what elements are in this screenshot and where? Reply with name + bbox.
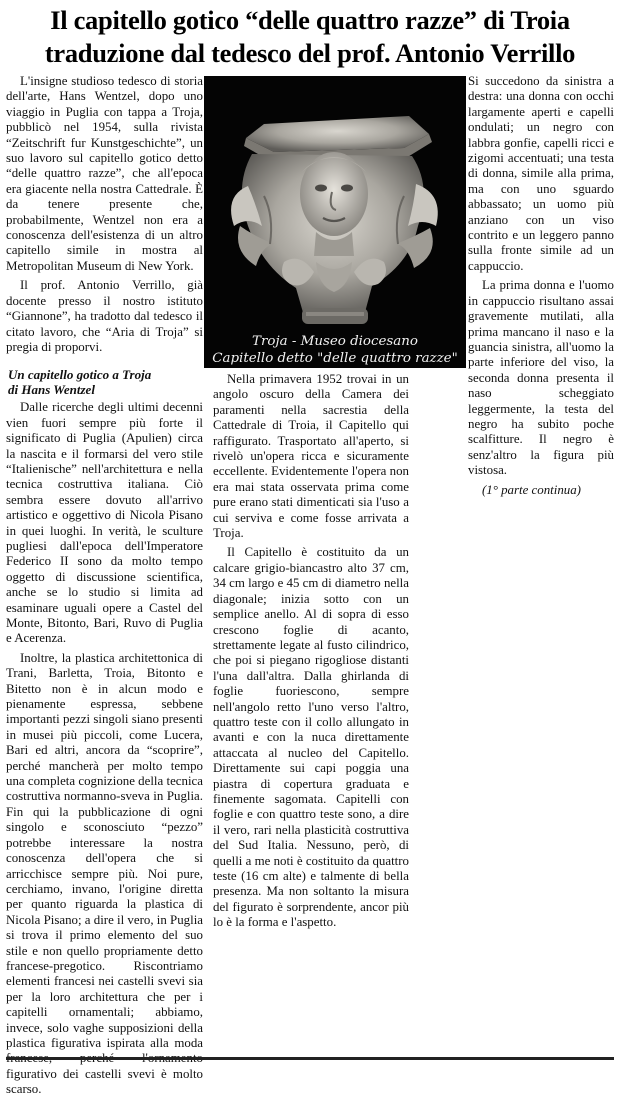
headline-line-1: Il capitello gotico “delle quattro razze” di Troia (50, 5, 570, 35)
article-headline (0, 4, 620, 70)
headline-line-2: traduzione dal tedesco del prof. Antonio Verrillo (44, 38, 576, 68)
column-right (468, 74, 614, 502)
body-paragraph-1: Dalle ricerche degli ultimi decenni vien fuori sempre più forte il significato di Puglia (Apulien) circa la nascita e il formarsi del vero stile “Italienische” nell'architettura e nella tecnica costruttiva italiana. Ciò sembra essere dovuto all'arrivo artistico e oggettivo di Nicola Pisano in quei luoghi. In verità, le sculture pugliesi dall'epoca dell'Imperatore Federico II sono da molto tempo oggetto di discussione scientifica, anche se lo studio si limita ad esaminare uguali opere a Castel del Monte, Bitonto, Bari, Ruvo di Puglia e Acerenza. (6, 400, 203, 646)
column-left (6, 74, 203, 1102)
body-paragraph-3: Nella primavera 1952 trovai in un angolo oscuro della Camera dei paramenti nella sacrestia della Cattedrale di Troia, il Capitello qui raffigurato. Trasportato all'aperto, si rivelò un'opera ricca e sicuramente eccellente. Evidentemente l'opera non era mai stata osservata prima come pure erano stati dimenticati sia l'uso a cui serviva e come fosse arrivata a Troja. (213, 372, 409, 541)
subtitle-line-1: Un capitello gotico a Troja (8, 367, 152, 383)
photo-caption-line-1: Troja - Museo diocesano (252, 334, 418, 349)
column-middle (213, 372, 409, 935)
body-paragraph-5: Si succedono da sinistra a destra: una donna con occhi largamente aperti e capelli ondulati; un negro con labbra gonfie, capelli ricci e zigomi accentuati; una testa di donna, simile alla prima, ma con uno sguardo abbassato; un uomo più anziano con un viso contrito e un leggero panno sulla fronte simile ad un cappuccio. (468, 74, 614, 273)
footer-rule (6, 1057, 614, 1060)
capital-sculpture-image (204, 76, 466, 368)
body-paragraph-4: Il Capitello è costituito da un calcare grigio-biancastro alto 37 cm, 34 cm largo e 45 cm di diametro nella diagonale; inizia sotto con un semplice anello. Al di sopra di esso crescono foglie di acanto, strettamente legate al fusto cilindrico, che poi si piegano rigogliose distanti l'una dall'altra. Dalla ghirlanda di foglie fuoriescono, sempre nell'angolo retto l'uno verso l'altro, quattro teste con il collo allungato in avanti e con la nuca direttamente attaccata al nucleo del Capitello. Direttamente sui capi poggia una piastra di copertura graduata e finemente sagomata. Capitelli con foglie e con quattro teste sono, a dire il vero, rari nella plasticità costruttiva del Sud Italia. Nessuno, però, di quelli a me noti è costituito da quattro teste (16 cm alte) e talmente di bella presenza. Ma non soltanto la misura del figurato è sorprendente, ancor più lo è la forma e l'aspetto. (213, 545, 409, 930)
intro-paragraph-1: L'insigne studioso tedesco di storia dell'arte, Hans Wentzel, dopo uno viaggio in Puglia con tappa a Troja, pubblicò nel 1954, sulla rivista “Zeitschrift fur Kunstgeschichte”, un suo lavoro sul capitello gotico detto “delle quattro razze”, che all'epoca era giacente nella nostra Cattedrale. È da tenere presente che, probabilmente, Wentzel non era a conoscenza dell'esistenza di un altro capitello simile in mostra al Metropolitan Museum di New York. (6, 74, 203, 273)
capital-photo (204, 76, 466, 368)
body-paragraph-6: La prima donna e l'uomo in cappuccio risultano assai gravemente mutilati, alla prima mancano il naso e la guancia sinistra, all'uomo la parte inferiore del viso, la seconda donna presenta il naso scheggiato leggermente, la testa del negro ha subito poche scalfitture. Il negro è senz'altro la figura più vistosa. (468, 278, 614, 478)
section-subtitle (6, 367, 203, 397)
body-paragraph-2: Inoltre, la plastica architettonica di Trani, Barletta, Troia, Bitonto e Bitetto non è in alcun modo e pienamente espressa, sebbene importanti pezzi singoli siano presenti in musei più piccoli, come Lucera, Bari ed altri, ancora da “scoprire”, perché mancherà per molto tempo una completa cognizione della tecnica costruttiva normanno-sveva in Puglia. Fin qui la pubblicazione di ogni singolo e sconosciuto “pezzo” potrebbe interessare la nostra conoscenza dell'opera che si arricchisce sempre più. Noi pure, cerchiamo, invano, l'origine diretta per quanto riguarda la plastica di Nicola Pisano; a dire il vero, in Puglia si trova il primo elemento del suo stile e non quello propriamente detto francese-pregotico. Riscontriamo elementi francesi nei castelli svevi sia per la loro architettura che per i capitelli ornamentali; abbiamo, invece, solo vaghe supposizioni della plastica figurativa ispirata alla moda figurativo dei castelli svevi è molto scarso. (6, 650, 203, 1097)
photo-caption-line-2: Capitello detto "delle quattro razze" (212, 351, 458, 366)
subtitle-line-2: di Hans Wentzel (8, 382, 95, 398)
continued-note: (1° parte continua) (482, 482, 581, 497)
intro-paragraph-2: Il prof. Antonio Verrillo, già docente presso il nostro istituto “Giannone”, ha tradotto dal tedesco il citato lavoro, che “Aria di Troja” si pregia di proporvi. (6, 278, 203, 354)
